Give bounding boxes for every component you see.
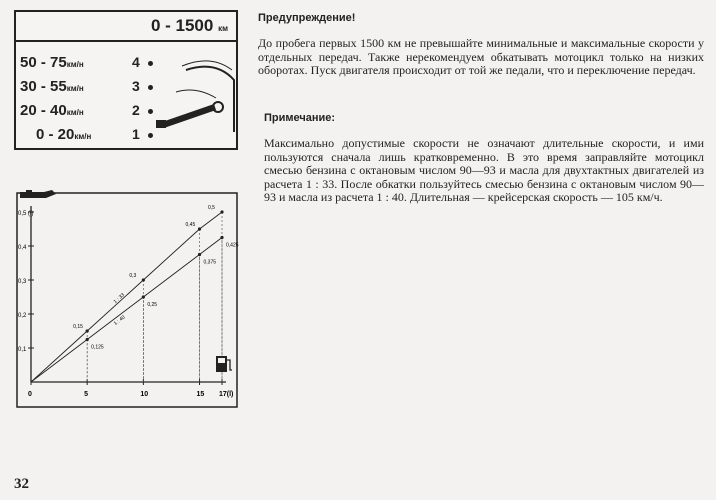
gear-number: 4 xyxy=(132,54,140,70)
gear-row xyxy=(20,126,140,143)
data-label: 0,5 xyxy=(208,205,215,211)
data-point xyxy=(142,295,145,298)
speed-range: 0 - 20 xyxy=(36,126,75,143)
y-tick-label: 0,4 xyxy=(18,245,27,251)
gear-row xyxy=(20,54,140,71)
gear-number: 3 xyxy=(132,78,140,94)
speed-range: 50 - 75 xyxy=(20,54,67,71)
data-label: 0,425 xyxy=(226,242,239,249)
gear-speed-table xyxy=(14,10,238,150)
speed-unit: км/н xyxy=(66,60,84,69)
note-body: Максимально допустимые скорости не означают длительные скорости, и ими пользуются сначала лишь кратковременно. В это время заправляйте мотоцикл смесью бензина с октановым числом 90—93 и масла для двухтактных двигателей из расчета 1 : 33. После обкатки пользуйтесь смесью бензина с октановым числом 90—93 и масла из расчета 1 : 40. Длительная — крейсерская скорость — 105 км/ч. xyxy=(264,136,704,204)
series-ratio-label: 1 : 33 xyxy=(112,292,126,305)
note-title: Примечание: xyxy=(264,112,336,124)
y-tick-label: 0,1 xyxy=(18,347,27,353)
series-ratio-label: 1 : 40 xyxy=(112,314,127,327)
data-label: 0,25 xyxy=(147,302,158,308)
y-tick-label: 0,2 xyxy=(18,313,27,319)
data-point xyxy=(142,278,145,281)
speed-range: 20 - 40 xyxy=(20,102,67,119)
warning-body: До пробега первых 1500 км не превышайте минимальные и максимальные скорости у отдельных передач. Также нерекомендуем обкатывать мотоцикл только на низких оборотах. Пуск двигателя происходит от той же педали, что и переключение передач. xyxy=(258,36,704,77)
data-point xyxy=(86,329,89,332)
speed-unit: км/н xyxy=(74,132,92,141)
gear-dot xyxy=(148,85,153,90)
page-number: 32 xyxy=(14,476,29,492)
series-line xyxy=(31,212,222,382)
data-label: 0,125 xyxy=(91,344,104,351)
data-point xyxy=(86,338,89,341)
x-tick-label: 5 xyxy=(84,391,89,398)
x-tick-label: 10 xyxy=(140,391,149,398)
fuel-oil-mixture-chart xyxy=(14,190,240,410)
x-tick-label: 0 xyxy=(28,391,32,398)
mileage-unit: км xyxy=(218,24,228,33)
speed-unit: км/н xyxy=(66,108,84,117)
gear-number: 1 xyxy=(132,126,140,142)
mileage-range: 0 - 1500 xyxy=(150,16,214,35)
mileage-header xyxy=(16,12,236,42)
gear-number: 2 xyxy=(132,102,140,118)
series-line xyxy=(31,238,222,383)
data-point xyxy=(220,210,223,213)
oil-can-icon xyxy=(20,190,56,198)
data-point xyxy=(220,236,223,239)
x-tick-label: 15 xyxy=(196,391,205,398)
gear-dot xyxy=(148,61,153,66)
y-tick-label: 0,3 xyxy=(18,279,27,285)
data-label: 0,3 xyxy=(129,273,137,279)
gear-pedal-illustration xyxy=(156,52,236,142)
data-point xyxy=(198,227,201,230)
x-tick-label: 17(l) xyxy=(219,391,234,398)
data-point xyxy=(198,253,201,256)
gear-row xyxy=(20,78,140,95)
fuel-pump-icon xyxy=(216,356,232,372)
gear-row xyxy=(20,102,140,119)
warning-title: Предупреждение! xyxy=(258,12,356,24)
speed-range: 30 - 55 xyxy=(20,78,67,95)
gear-dot xyxy=(148,133,153,138)
y-tick-label: 0,5 (l) xyxy=(18,211,34,217)
speed-unit: км/н xyxy=(66,84,84,93)
data-label: 0,45 xyxy=(185,222,196,228)
gear-dot xyxy=(148,109,153,114)
data-label: 0,15 xyxy=(73,324,83,330)
data-label: 0,375 xyxy=(203,259,217,266)
